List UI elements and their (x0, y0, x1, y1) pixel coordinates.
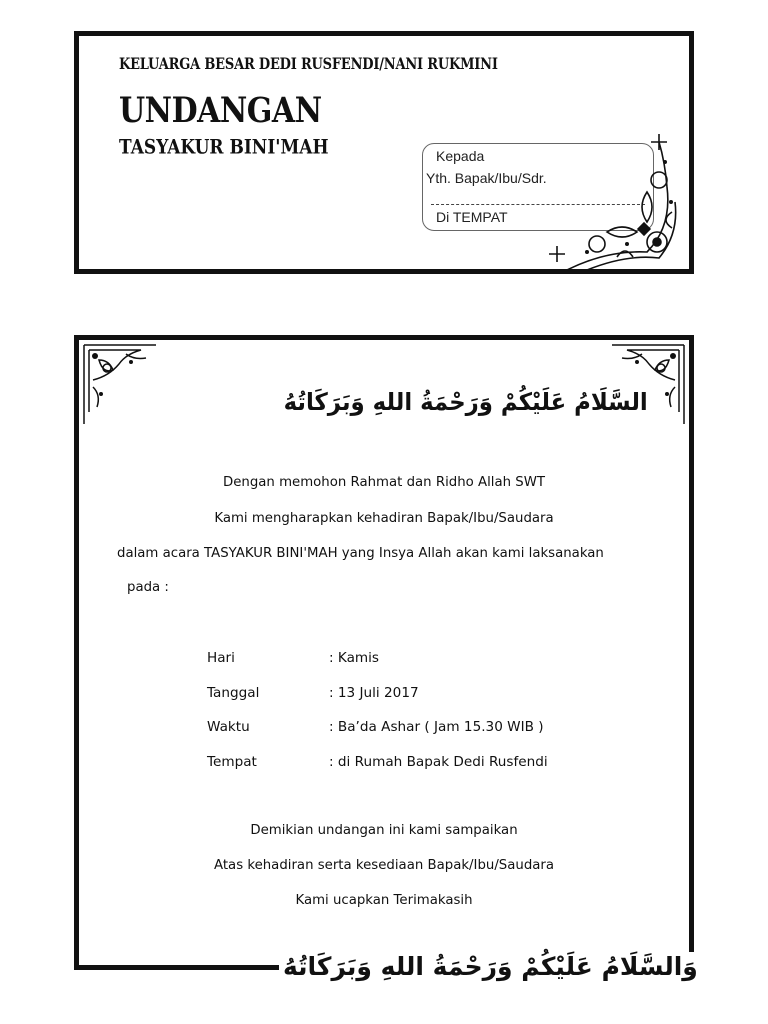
invitation-title: UNDANGAN (119, 91, 322, 132)
detail-label: Waktu (207, 719, 250, 735)
detail-value: : di Rumah Bapak Dedi Rusfendi (329, 754, 548, 770)
address-recipient: Yth. Bapak/Ibu/Sdr. (426, 170, 547, 186)
detail-label: Hari (207, 650, 235, 666)
closing-line: Atas kehadiran serta kesediaan Bapak/Ibu/Saudara (213, 858, 555, 873)
intro-line: Kami mengharapkan kehadiran Bapak/Ibu/Saudara (214, 511, 554, 526)
address-to-label: Kepada (436, 148, 485, 164)
detail-label: Tanggal (207, 685, 260, 701)
closing-line: Kami ucapkan Terimakasih (295, 893, 473, 908)
detail-value: : Kamis (329, 650, 380, 666)
intro-line: Dengan memohon Rahmat dan Ridho Allah SWT (223, 475, 545, 490)
intro-line: pada : (127, 580, 169, 595)
detail-value: : Ba’da Ashar ( Jam 15.30 WIB ) (329, 719, 544, 735)
corner-ornament-icon (81, 342, 159, 427)
detail-value: : 13 Juli 2017 (329, 685, 419, 701)
family-name: KELUARGA BESAR DEDI RUSFENDI/NANI RUKMINI (119, 56, 498, 74)
closing-line: Demikian undangan ini kami sampaikan (250, 823, 518, 838)
arabic-closing-greeting: وَالسَّلَامُ عَلَيْكُمْ وَرَحْمَةُ اللهِ وَبَرَكَاتُهُ (279, 952, 702, 981)
arabic-greeting: السَّلَامُ عَلَيْكُمْ وَرَحْمَةُ اللهِ وَبَرَكَاتُهُ (283, 388, 648, 416)
address-place: Di TEMPAT (436, 209, 508, 225)
corner-ornament-icon (547, 132, 692, 272)
event-subtitle: TASYAKUR BINI'MAH (119, 136, 329, 159)
detail-label: Tempat (207, 754, 257, 770)
intro-line: dalam acara TASYAKUR BINI'MAH yang Insya Allah akan kami laksanakan (117, 546, 604, 561)
letter-card (74, 335, 698, 981)
envelope-card (74, 31, 694, 274)
